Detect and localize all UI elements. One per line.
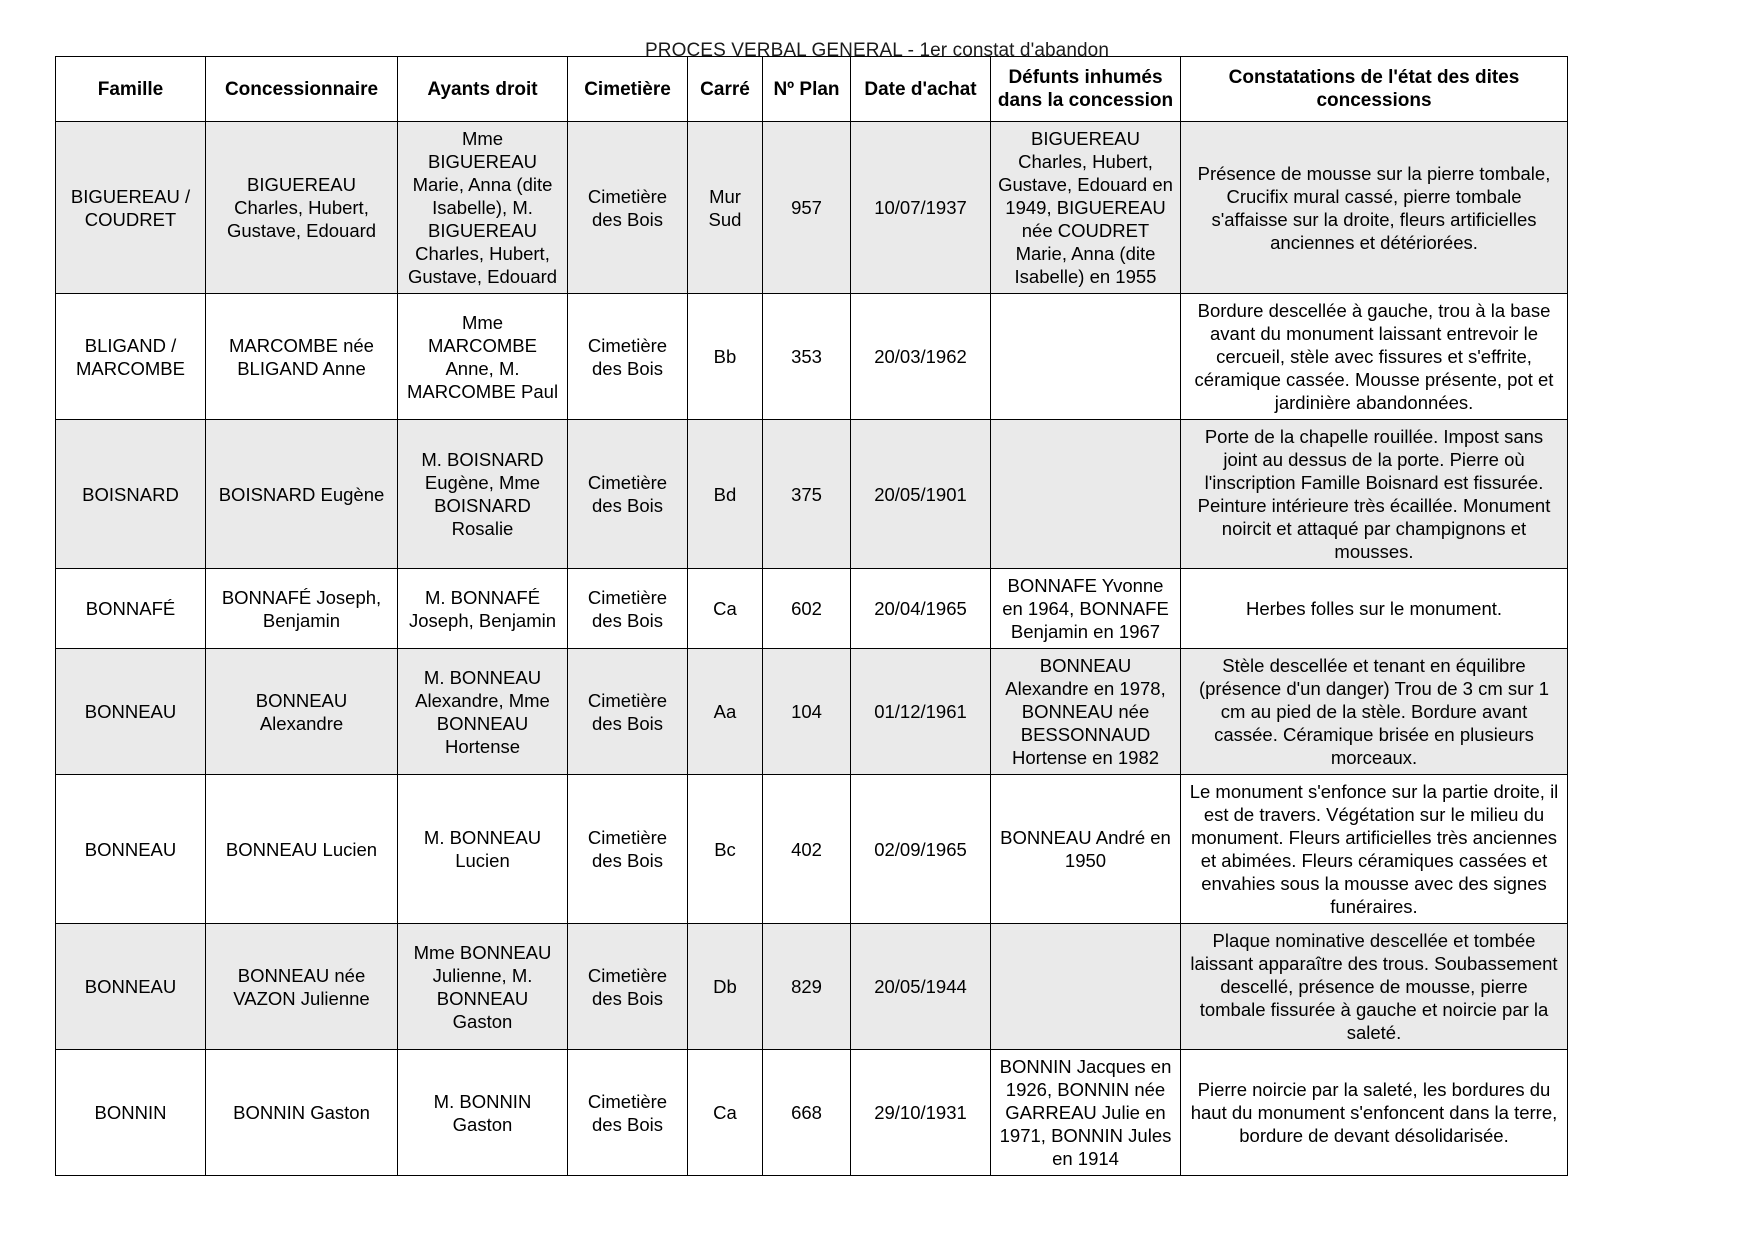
- cell-concessionnaire: BONNEAU Alexandre: [206, 649, 398, 775]
- cell-ayants-droit: Mme BIGUEREAU Marie, Anna (dite Isabelle), M. BIGUEREAU Charles, Hubert, Gustave, Edouard: [398, 122, 568, 294]
- cell-no-plan: 829: [763, 924, 851, 1050]
- cell-concessionnaire: BONNEAU Lucien: [206, 775, 398, 924]
- cell-no-plan: 402: [763, 775, 851, 924]
- cell-famille: BONNIN: [56, 1050, 206, 1176]
- cell-constatations: Le monument s'enfonce sur la partie droite, il est de travers. Végétation sur le milieu du monument. Fleurs artificielles très anciennes et abimées. Fleurs céramiques cassées et envahies sous la mousse avec des signes funéraires.: [1181, 775, 1568, 924]
- cell-ayants-droit: Mme MARCOMBE Anne, M. MARCOMBE Paul: [398, 294, 568, 420]
- table-header-row: [56, 57, 1568, 122]
- cell-concessionnaire: BOISNARD Eugène: [206, 420, 398, 569]
- cell-cimetiere: Cimetière des Bois: [568, 420, 688, 569]
- cell-concessionnaire: BONNAFÉ Joseph, Benjamin: [206, 569, 398, 649]
- cell-defunts: [991, 924, 1181, 1050]
- cell-carre: Ca: [688, 569, 763, 649]
- column-header-concessionnaire: Concessionnaire: [206, 57, 398, 122]
- cell-concessionnaire: BIGUEREAU Charles, Hubert, Gustave, Edouard: [206, 122, 398, 294]
- column-header-defunts: [991, 57, 1181, 122]
- cell-no-plan: 668: [763, 1050, 851, 1176]
- cell-constatations: Bordure descellée à gauche, trou à la base avant du monument laissant entrevoir le cercueil, stèle avec fissures et s'effrite, céramique cassée. Mousse présente, pot et jardinière abandonnées.: [1181, 294, 1568, 420]
- concessions-table-container: [55, 56, 1559, 1176]
- cell-carre: Mur Sud: [688, 122, 763, 294]
- cell-defunts: BONNIN Jacques en 1926, BONNIN née GARREAU Julie en 1971, BONNIN Jules en 1914: [991, 1050, 1181, 1176]
- cell-carre: Ca: [688, 1050, 763, 1176]
- cell-ayants-droit: M. BONNAFÉ Joseph, Benjamin: [398, 569, 568, 649]
- table-row: [56, 420, 1568, 569]
- cell-defunts: BONNAFE Yvonne en 1964, BONNAFE Benjamin en 1967: [991, 569, 1181, 649]
- cell-famille: BOISNARD: [56, 420, 206, 569]
- cell-constatations: Herbes folles sur le monument.: [1181, 569, 1568, 649]
- column-header-carre: Carré: [688, 57, 763, 122]
- cell-carre: Bc: [688, 775, 763, 924]
- cell-constatations: Présence de mousse sur la pierre tombale, Crucifix mural cassé, pierre tombale s'affaisse sur la droite, fleurs artificielles anciennes et détériorées.: [1181, 122, 1568, 294]
- cell-concessionnaire: BONNEAU née VAZON Julienne: [206, 924, 398, 1050]
- cell-concessionnaire: MARCOMBE née BLIGAND Anne: [206, 294, 398, 420]
- cell-defunts: [991, 294, 1181, 420]
- cell-cimetiere: Cimetière des Bois: [568, 122, 688, 294]
- table-body: [56, 122, 1568, 1176]
- table-header: [56, 57, 1568, 122]
- table-row: [56, 122, 1568, 294]
- cell-date-achat: 20/03/1962: [851, 294, 991, 420]
- cell-no-plan: 602: [763, 569, 851, 649]
- cell-no-plan: 104: [763, 649, 851, 775]
- cell-date-achat: 01/12/1961: [851, 649, 991, 775]
- column-header-ayants-droit: Ayants droit: [398, 57, 568, 122]
- cell-date-achat: 29/10/1931: [851, 1050, 991, 1176]
- cell-defunts: [991, 420, 1181, 569]
- column-header-no-plan: Nº Plan: [763, 57, 851, 122]
- cell-defunts: BONNEAU Alexandre en 1978, BONNEAU née BESSONNAUD Hortense en 1982: [991, 649, 1181, 775]
- cell-ayants-droit: M. BONNEAU Alexandre, Mme BONNEAU Hortense: [398, 649, 568, 775]
- cell-cimetiere: Cimetière des Bois: [568, 569, 688, 649]
- cell-no-plan: 375: [763, 420, 851, 569]
- cell-constatations: Porte de la chapelle rouillée. Impost sans joint au dessus de la porte. Pierre où l'inscription Famille Boisnard est fissurée. Peinture intérieure très écaillée. Monument noircit et attaqué par champignons et mousses.: [1181, 420, 1568, 569]
- column-header-defunts-line2: dans la concession: [997, 90, 1174, 111]
- cell-famille: BLIGAND / MARCOMBE: [56, 294, 206, 420]
- cell-constatations: Pierre noircie par la saleté, les bordures du haut du monument s'enfoncent dans la terre, bordure de devant désolidarisée.: [1181, 1050, 1568, 1176]
- cell-ayants-droit: M. BONNEAU Lucien: [398, 775, 568, 924]
- cell-date-achat: 20/04/1965: [851, 569, 991, 649]
- cell-cimetiere: Cimetière des Bois: [568, 294, 688, 420]
- column-header-date-achat: Date d'achat: [851, 57, 991, 122]
- cell-date-achat: 10/07/1937: [851, 122, 991, 294]
- cell-cimetiere: Cimetière des Bois: [568, 924, 688, 1050]
- cell-cimetiere: Cimetière des Bois: [568, 775, 688, 924]
- column-header-defunts-line1: Défunts inhumés: [1008, 67, 1163, 88]
- cell-no-plan: 957: [763, 122, 851, 294]
- cell-date-achat: 02/09/1965: [851, 775, 991, 924]
- cell-defunts: BONNEAU André en 1950: [991, 775, 1181, 924]
- cell-carre: Bb: [688, 294, 763, 420]
- table-row: [56, 294, 1568, 420]
- cell-carre: Aa: [688, 649, 763, 775]
- document-title: PROCES VERBAL GENERAL - 1er constat d'abandon: [645, 40, 1109, 61]
- cell-constatations: Stèle descellée et tenant en équilibre (présence d'un danger) Trou de 3 cm sur 1 cm au pied de la stèle. Bordure avant cassée. Céramique brisée en plusieurs morceaux.: [1181, 649, 1568, 775]
- cell-famille: BONNEAU: [56, 924, 206, 1050]
- column-header-cimetiere: Cimetière: [568, 57, 688, 122]
- cell-date-achat: 20/05/1944: [851, 924, 991, 1050]
- table-row: [56, 775, 1568, 924]
- column-header-constatations: Constatations de l'état des dites concessions: [1181, 57, 1568, 122]
- cell-famille: BONNEAU: [56, 649, 206, 775]
- cell-ayants-droit: M. BONNIN Gaston: [398, 1050, 568, 1176]
- cell-famille: BONNEAU: [56, 775, 206, 924]
- cell-ayants-droit: M. BOISNARD Eugène, Mme BOISNARD Rosalie: [398, 420, 568, 569]
- concessions-table: [55, 56, 1568, 1176]
- cell-cimetiere: Cimetière des Bois: [568, 1050, 688, 1176]
- cell-famille: BIGUEREAU / COUDRET: [56, 122, 206, 294]
- cell-constatations: Plaque nominative descellée et tombée laissant apparaître des trous. Soubassement descellé, présence de mousse, pierre tombale fissurée à gauche et noircie par la saleté.: [1181, 924, 1568, 1050]
- table-row: [56, 1050, 1568, 1176]
- table-row: [56, 924, 1568, 1050]
- table-row: [56, 569, 1568, 649]
- table-row: [56, 649, 1568, 775]
- cell-ayants-droit: Mme BONNEAU Julienne, M. BONNEAU Gaston: [398, 924, 568, 1050]
- cell-concessionnaire: BONNIN Gaston: [206, 1050, 398, 1176]
- cell-carre: Bd: [688, 420, 763, 569]
- cell-cimetiere: Cimetière des Bois: [568, 649, 688, 775]
- cell-famille: BONNAFÉ: [56, 569, 206, 649]
- column-header-famille: Famille: [56, 57, 206, 122]
- cell-carre: Db: [688, 924, 763, 1050]
- cell-date-achat: 20/05/1901: [851, 420, 991, 569]
- cell-no-plan: 353: [763, 294, 851, 420]
- cell-defunts: BIGUEREAU Charles, Hubert, Gustave, Edouard en 1949, BIGUEREAU née COUDRET Marie, Anna (dite Isabelle) en 1955: [991, 122, 1181, 294]
